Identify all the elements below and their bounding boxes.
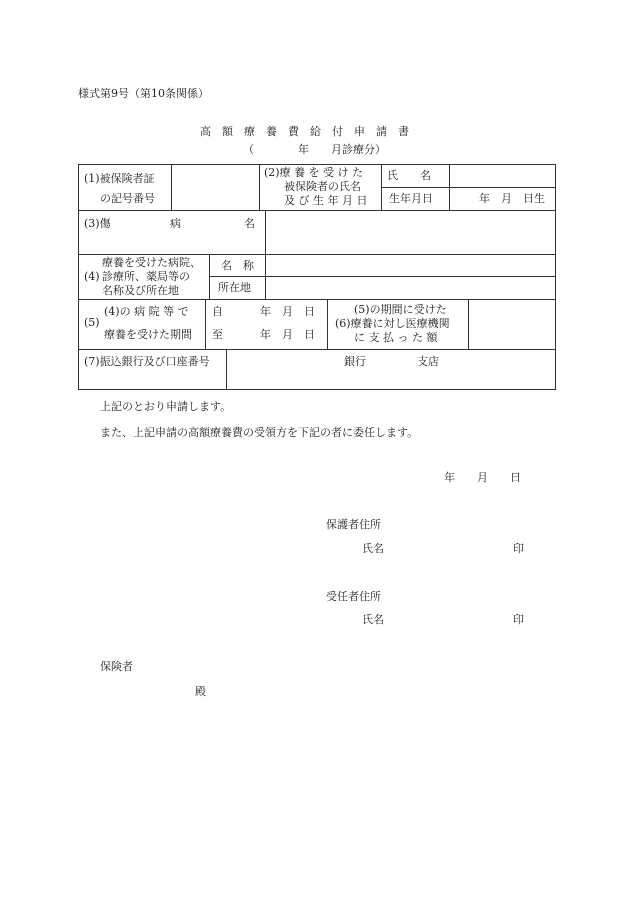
guardian-seal: 印 — [513, 542, 524, 555]
period-from: 自 — [212, 305, 223, 318]
injury-label-c: 名 — [244, 217, 255, 230]
statement-delegate: また、上記申請の高額療養費の受領方を下記の者に委任します。 — [100, 426, 419, 439]
bank-label: (7)振込銀行及び口座番号 — [84, 355, 210, 368]
branch-unit: 支店 — [417, 355, 439, 368]
period-from-ymd: 年 月 日 — [260, 305, 315, 318]
payment-label-1: (5)の期間に受けた — [354, 303, 447, 316]
facility-name-label: 名 称 — [221, 259, 254, 272]
facility-label-3: 名称及び所在地 — [102, 284, 179, 297]
payment-label-3: に 支 払 っ た 額 — [354, 331, 438, 344]
agent-seal: 印 — [513, 613, 524, 626]
payment-label-2: (6)療養に対し医療機関 — [335, 317, 450, 330]
dob-value: 年 月 日生 — [479, 192, 545, 205]
agent-address-label: 受任者住所 — [326, 590, 381, 603]
patient-label-1: (2)療 養 を 受 け た — [264, 166, 364, 179]
period-to-ymd: 年 月 日 — [260, 328, 315, 341]
insured-card-label-1: (1)被保険者証 — [84, 172, 155, 185]
patient-label-3: 及 び 生 年 月 日 — [284, 194, 368, 207]
insured-card-label-2: の記号番号 — [100, 192, 155, 205]
period-to: 至 — [212, 328, 223, 341]
insurer-label: 保険者 — [100, 660, 133, 673]
dob-label: 生年月日 — [389, 192, 433, 205]
statement-apply: 上記のとおり申請します。 — [100, 400, 232, 413]
honorific-label: 殿 — [195, 685, 206, 698]
patient-label-2: 被保険者の氏名 — [284, 180, 361, 193]
name-label: 氏 名 — [387, 169, 431, 182]
facility-num: (4) — [84, 270, 100, 283]
period-label-1: (4)の 病 院 等 で — [104, 305, 189, 318]
period-num: (5) — [84, 316, 100, 329]
form-title: 高 額 療 養 費 給 付 申 請 書 — [200, 125, 409, 138]
guardian-name-label: 氏名 — [362, 542, 384, 555]
facility-label-2: 診療所、薬局等の — [102, 270, 190, 283]
injury-label-a: (3)傷 — [84, 217, 111, 230]
guardian-address-label: 保護者住所 — [326, 518, 381, 531]
bank-unit: 銀行 — [344, 355, 366, 368]
facility-label-1: 療養を受けた病院、 — [102, 256, 201, 269]
period-label-2: 療養を受けた期間 — [104, 328, 192, 341]
facility-address-label: 所在地 — [218, 281, 251, 294]
injury-label-b: 病 — [170, 217, 181, 230]
form-subtitle: （ 年 月診療分） — [243, 143, 386, 156]
application-date: 年 月 日 — [444, 471, 521, 484]
agent-name-label: 氏名 — [362, 613, 384, 626]
form-number: 様式第9号（第10条関係） — [78, 87, 209, 100]
